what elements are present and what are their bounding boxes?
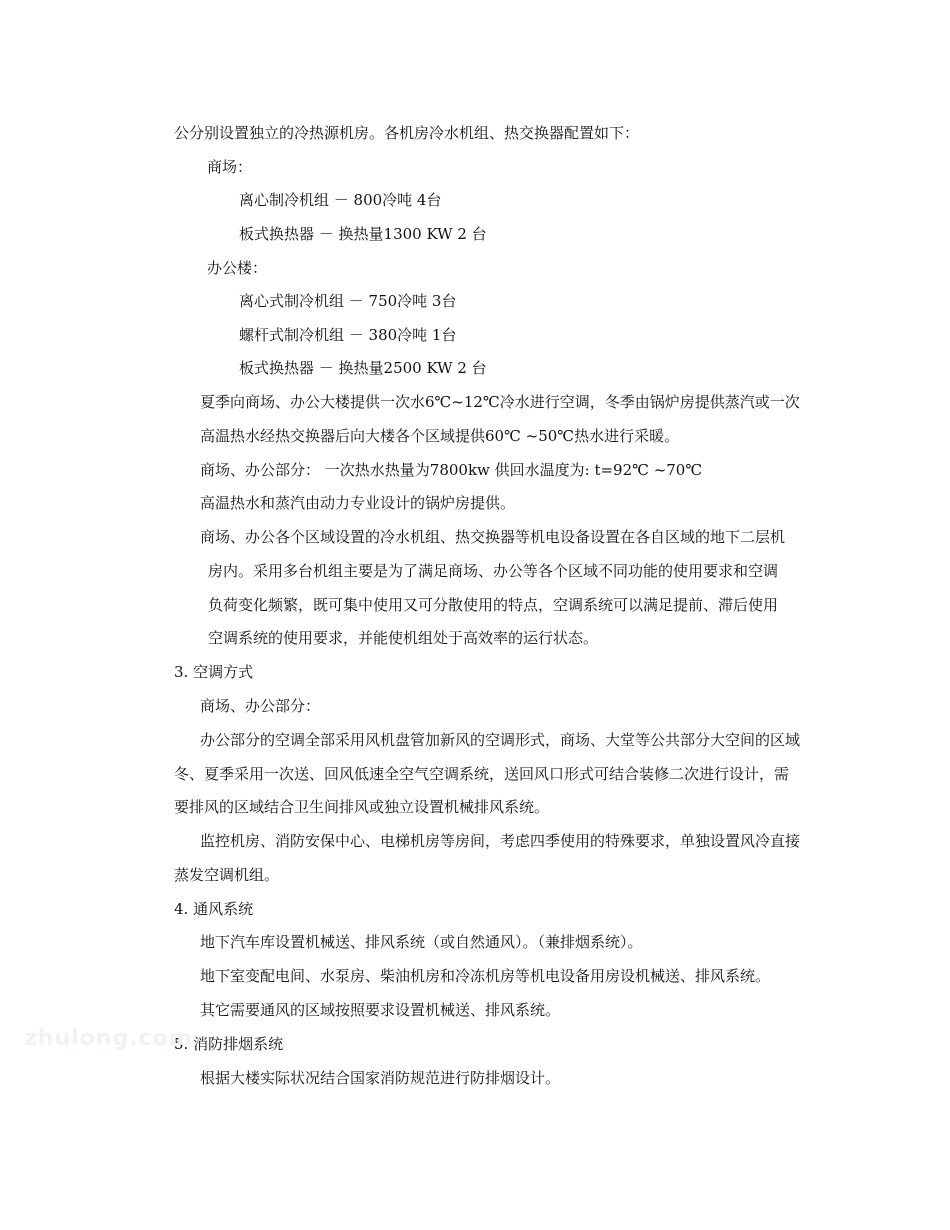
text-line: 高温热水和蒸汽由动力专业设计的锅炉房提供。 — [200, 494, 516, 512]
section-heading: 4. 通风系统 — [174, 900, 254, 918]
section-heading: 5. 消防排烟系统 — [174, 1035, 284, 1053]
text-line: 离心式制冷机组 － 750冷吨 3台 — [239, 292, 457, 310]
text-line: 板式换热器 － 换热量2500 KW 2 台 — [239, 359, 487, 377]
text-line: 冬、夏季采用一次送、回风低速全空气空调系统，送回风口形式可结合装修二次进行设计，需 — [174, 765, 790, 783]
text-line: 商场、办公部分： 一次热水热量为7800kw 供回水温度为: t=92℃ ~70℃ — [200, 461, 703, 479]
text-line: 监控机房、消防安保中心、电梯机房等房间，考虑四季使用的特殊要求，单独设置风冷直接 — [200, 832, 801, 850]
text-line: 负荷变化频繁，既可集中使用又可分散使用的特点，空调系统可以满足提前、滞后使用 — [208, 596, 779, 614]
text-line: 高温热水经热交换器后向大楼各个区域提供60℃ ~50℃热水进行采暖。 — [200, 427, 680, 445]
text-line: 根据大楼实际状况结合国家消防规范进行防排烟设计。 — [200, 1069, 561, 1087]
text-line: 螺杆式制冷机组 － 380冷吨 1台 — [239, 326, 457, 344]
section-heading: 3. 空调方式 — [174, 663, 254, 681]
text-line: 办公楼： — [207, 259, 268, 277]
text-line: 商场、办公各个区域设置的冷水机组、热交换器等机电设备设置在各自区域的地下二层机 — [200, 528, 786, 546]
watermark: zhulong.com — [24, 1026, 193, 1051]
text-line: 商场： — [207, 158, 253, 176]
text-line: 商场、办公部分： — [200, 697, 321, 715]
text-line: 其它需要通风的区域按照要求设置机械送、排风系统。 — [200, 1001, 561, 1019]
text-line: 公分别设置独立的冷热源机房。各机房冷水机组、热交换器配置如下： — [174, 124, 640, 142]
text-line: 地下室变配电间、水泵房、柴油机房和冷冻机房等机电设备用房设机械送、排风系统。 — [200, 967, 771, 985]
text-line: 空调系统的使用要求，并能使机组处于高效率的运行状态。 — [208, 629, 599, 647]
text-line: 房内。采用多台机组主要是为了满足商场、办公等各个区域不同功能的使用要求和空调 — [208, 562, 779, 580]
text-line: 地下汽车库设置机械送、排风系统（或自然通风）。（兼排烟系统）。 — [200, 933, 643, 951]
text-line: 离心制冷机组 － 800冷吨 4台 — [239, 191, 442, 209]
text-line: 蒸发空调机组。 — [174, 866, 280, 884]
text-line: 办公部分的空调全部采用风机盘管加新风的空调形式，商场、大堂等公共部分大空间的区域 — [200, 731, 801, 749]
text-line: 夏季向商场、办公大楼提供一次水6℃~12℃冷水进行空调，冬季由锅炉房提供蒸汽或一次 — [200, 393, 800, 411]
text-line: 要排风的区域结合卫生间排风或独立设置机械排风系统。 — [174, 798, 550, 816]
text-line: 板式换热器 － 换热量1300 KW 2 台 — [239, 225, 487, 243]
